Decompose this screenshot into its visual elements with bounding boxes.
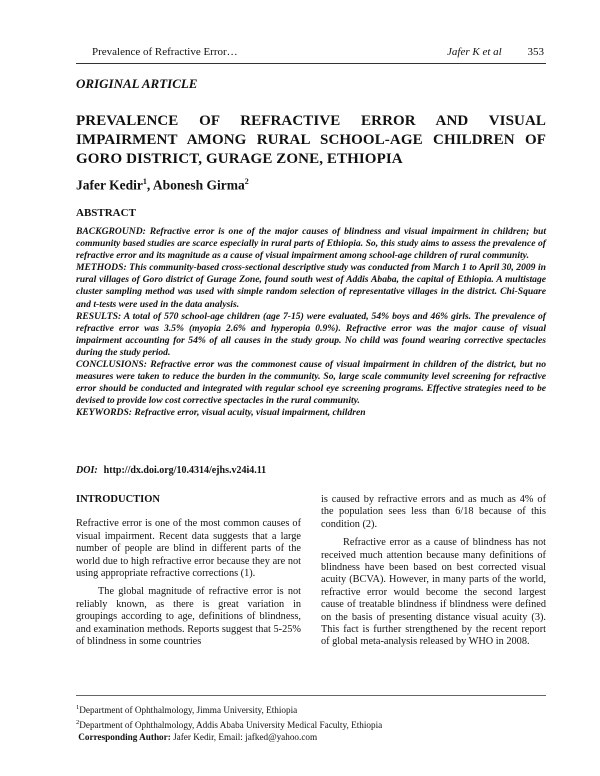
footnote-rule	[76, 695, 546, 696]
running-header	[92, 46, 544, 62]
abstract-body	[76, 226, 546, 420]
running-title: Prevalence of Refractive Error…	[92, 46, 238, 58]
corresponding-author-label: Corresponding Author:	[78, 732, 171, 743]
doi-line	[76, 465, 266, 476]
body-column-right	[321, 494, 546, 649]
body-paragraph: Refractive error as a cause of blindness has not received much attention because many definitions of blindness have been based on best corrected visual acuity (BCVA). However, in many parts of the world, refractive error would become the second largest cause of treatable blindness if blindness were defined on the basis of presenting distance visual acuity (3). This fact is further strengthened by the recent report of global meta-analysis released by WHO in 2008.	[321, 537, 546, 648]
abstract-heading: ABSTRACT	[76, 207, 136, 219]
body-paragraph: The global magnitude of refractive error is not reliably known, as there is great variation in groupings according to age, definitions of blindness, and examination methods. Reports suggest that 5-25% of blindness in some countries	[76, 586, 301, 648]
abstract-results: RESULTS: A total of 570 school-age children (age 7-15) were evaluated, 54% boys and 46% girls. The prevalence of refractive error was 3.5% (myopia 2.6% and hyperopia 0.9%). Refractive error was the major cause of visual impairment accounting for 54% of all causes in the study group. No child was found wearing corrective spectacles during the study period.	[76, 310, 546, 358]
doi-link[interactable]: http://dx.doi.org/10.4314/ejhs.v24i4.11	[103, 465, 267, 476]
abstract-keywords: KEYWORDS: Refractive error, visual acuity, visual impairment, children	[76, 407, 366, 419]
footnotes	[76, 702, 546, 744]
affiliation-mark: 2	[244, 177, 249, 186]
footnote-affiliation-1: $^1$Department of Ophthalmology, Jimma University, Ethiopia	[76, 704, 298, 716]
article-type: ORIGINAL ARTICLE	[76, 76, 198, 91]
footnote-affiliation-2: $^2$Department of Ophthalmology, Addis Ababa University Medical Faculty, Ethiopia	[76, 718, 383, 730]
corresponding-author-text: Jafer Kedir, Email: jafked@yahoo.com	[173, 732, 318, 743]
author-list: Jafer Kedir$^1$, Abonesh Girma$^2$	[76, 177, 249, 193]
corresponding-author	[76, 731, 546, 744]
body-column-left	[76, 494, 301, 648]
running-author: Jafer K et al	[447, 46, 502, 58]
page-number: 353	[527, 46, 544, 58]
section-heading-introduction: INTRODUCTION	[76, 494, 161, 505]
author-name: Abonesh Girma	[152, 177, 245, 193]
abstract-conclusions: CONCLUSIONS: Refractive error was the commonest cause of visual impairment in children of the district, but no measures were taken to reduce the burden in the community. So, large scale community level screening for refractive error should be conducted and integrated with regular school eye screening programs. Effective strategies need to be devised to provide low cost corrective spectacles in the rural community.	[76, 359, 546, 407]
author-name: Jafer Kedir	[76, 177, 143, 193]
article-title: PREVALENCE OF REFRACTIVE ERROR AND VISUAL IMPAIRMENT AMONG RURAL SCHOOL-AGE CHILDREN OF GORO DISTRICT, GURAGE ZONE, ETHIOPIA	[76, 113, 546, 167]
affiliation-mark: 1	[142, 177, 147, 186]
body-paragraph: is caused by refractive errors and as much as 4% of the population sees less than 6/18 because of this condition (2).	[321, 494, 546, 530]
body-paragraph: Refractive error is one of the most common causes of visual impairment. Recent data suggests that a large number of people are blind in different parts of the world due to high refractive error because they are not using appropriate refractive corrections (1).	[76, 518, 301, 580]
doi-label: DOI:	[76, 465, 98, 476]
abstract-methods: METHODS: This community-based cross-sectional descriptive study was conducted from March 1 to April 30, 2009 in rural villages of Goro district of Gurage Zone, found south west of Addis Ababa, the capital of Ethiopia. A multistage cluster sampling method was used with simple random selection of representative villages in the district. Chi-Square and t-tests were used in the data analysis.	[76, 262, 546, 310]
header-rule	[76, 63, 546, 64]
abstract-background: BACKGROUND: Refractive error is one of the major causes of blindness and visual impairment in children; but community based studies are scarce especially in rural parts of Ethiopia. So, this study aims to assess the prevalence of refractive error and its magnitude as a cause of visual impairment among school-age children of rural community.	[76, 226, 546, 262]
